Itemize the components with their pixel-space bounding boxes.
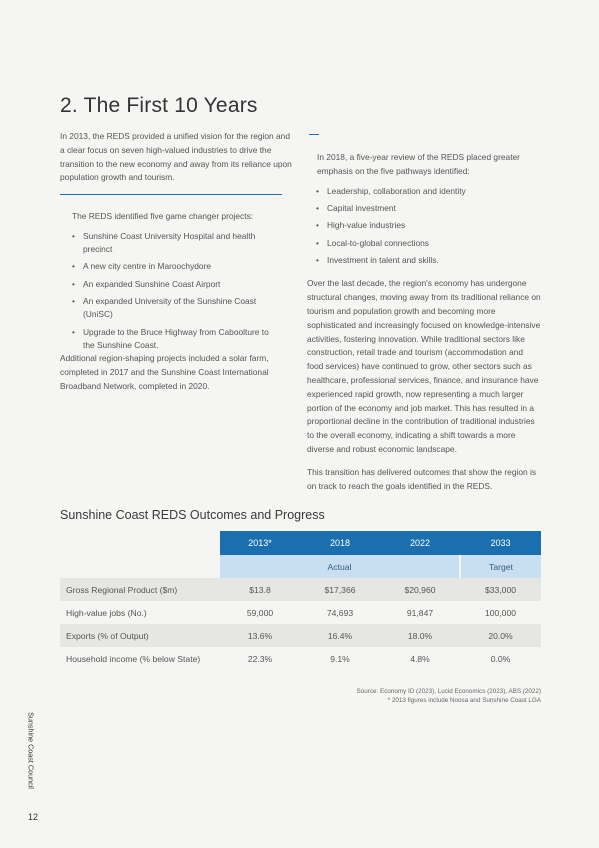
table-cell: 74,693 [326, 607, 354, 618]
table-row [60, 601, 541, 624]
list-item: • Upgrade to the Bruce Highway from Caboolture to the Sunshine Coast. [72, 326, 282, 352]
list-item: • An expanded Sunshine Coast Airport [72, 278, 282, 291]
list-item: • Leadership, collaboration and identity [316, 185, 541, 198]
list-item: • High-value industries [316, 219, 541, 232]
decade-paragraph: Over the last decade, the region's economy has undergone structural changes, moving away from its traditional reliance on tourism and population growth and becoming more sophisticated and increasingly focused on knowledge-intensive activities, fostering innovation. While traditional sectors like construction, retail trade and tourism (accommodation and food services) have continued to grow, other sectors such as healthcare, professional services, finance, and insurance have experienced rapid growth, now representing a much larger portion of the economy and job market. This has resulted in a proportional decline in the contribution of traditional industries to the overall economy, indicating a shift towards a more diverse and robust economic landscape. [307, 278, 541, 454]
list-item: • Investment in talent and skills. [316, 254, 541, 267]
table-row [60, 578, 541, 601]
footnote-line: * 2013 figures include Noosa and Sunshine Coast LGA [387, 696, 541, 704]
year-header: 2013* [220, 531, 300, 555]
review-lead: In 2018, a five-year review of the REDS placed greater emphasis on the five pathways identified: [317, 152, 520, 176]
review-column [307, 134, 541, 493]
table-cell: 59,000 [246, 607, 274, 618]
table-cell: 9.1% [330, 653, 350, 664]
table-cell: 0.0% [490, 653, 511, 664]
table-cell: $33,000 [460, 578, 541, 601]
game-changer-box [60, 194, 282, 356]
side-label-text: Sunshine Coast Council [26, 712, 36, 789]
table-cell: 16.4% [300, 624, 380, 647]
actual-label: Actual [220, 555, 460, 578]
table-cell: 100,000 [484, 607, 517, 618]
year-header: 2022 [380, 531, 460, 555]
year-header: 2033 [460, 531, 541, 555]
outcomes-table [60, 531, 541, 670]
list-item: • Sunshine Coast University Hospital and health precinct [72, 230, 282, 256]
table-cell: 4.8% [410, 653, 430, 664]
table-title: Sunshine Coast REDS Outcomes and Progress [60, 508, 325, 522]
intro-paragraph: In 2013, the REDS provided a unified vision for the region and a clear focus on seven high-valued industries to drive the transition to the new economy and away from its reliance upon population growth and tourism. [60, 131, 292, 183]
table-source-note [300, 688, 541, 705]
game-changer-list [60, 230, 282, 352]
header-blank-cell [60, 531, 220, 555]
year-header: 2018 [300, 531, 380, 555]
table-cell: $13.8 [220, 578, 300, 601]
table-header-row [60, 531, 541, 555]
table-subheader-row [60, 555, 541, 578]
table-cell: 91,847 [406, 607, 434, 618]
table-cell: $17,366 [300, 578, 380, 601]
page-number: 12 [28, 812, 39, 822]
page-title: 2. The First 10 Years [60, 94, 258, 117]
table-cell: 20.0% [460, 624, 541, 647]
list-item: • Local-to-global connections [316, 237, 541, 250]
table-cell: $20,960 [380, 578, 460, 601]
target-label: Target [460, 555, 541, 578]
pathway-list [307, 185, 541, 268]
row-label: High-value jobs (No.) [66, 607, 147, 618]
table-cell: 13.6% [220, 624, 300, 647]
side-label [23, 712, 35, 792]
table-cell: 22.3% [247, 653, 273, 664]
game-changer-lead: The REDS identified five game changer projects: [72, 211, 254, 221]
row-label: Exports (% of Output) [60, 624, 220, 647]
row-label: Household income (% below State) [66, 653, 201, 664]
transition-paragraph: This transition has delivered outcomes that show the region is on track to reach the goals identified in the REDS. [307, 466, 537, 491]
additional-paragraph: Additional region-shaping projects included a solar farm, completed in 2017 and the Sunshine Coast International Broadband Network, completed in 2020. [60, 353, 269, 391]
accent-rule [309, 134, 319, 135]
row-label: Gross Regional Product ($m) [60, 578, 220, 601]
list-item: • An expanded University of the Sunshine Coast (UniSC) [72, 295, 282, 321]
list-item: • A new city centre in Maroochydore [72, 260, 282, 273]
source-line: Source: Economy ID (2023), Lucid Economics (2023), ABS (2022) [356, 688, 541, 695]
table-cell: 18.0% [380, 624, 460, 647]
table-row [60, 647, 541, 670]
subheader-blank-cell [60, 555, 220, 578]
table-row [60, 624, 541, 647]
list-item: • Capital investment [316, 202, 541, 215]
